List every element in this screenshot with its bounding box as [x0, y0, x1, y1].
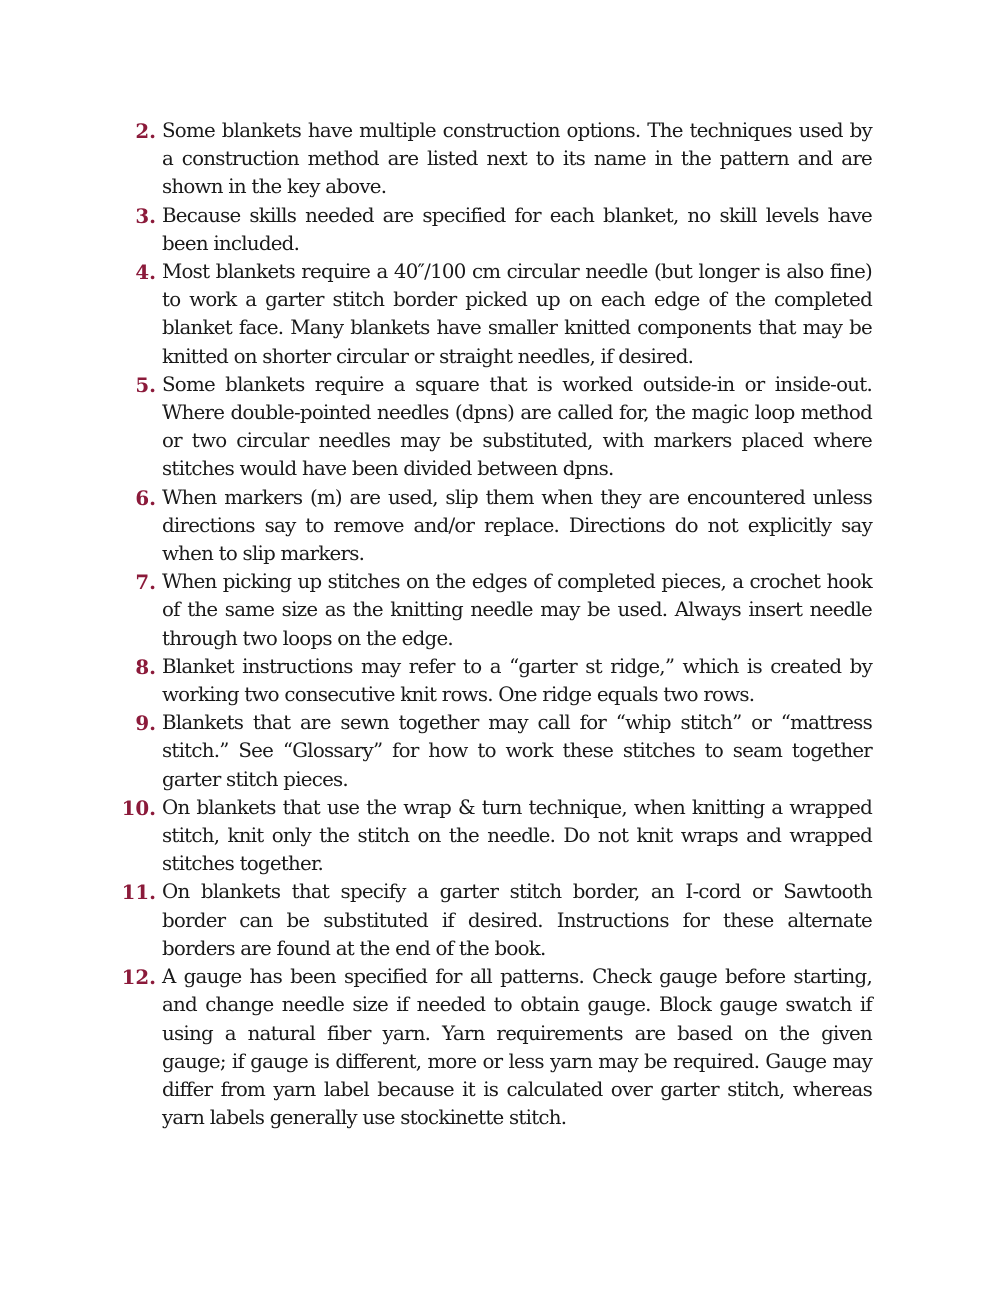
note-number: 11. [121, 880, 156, 905]
list-item [110, 117, 872, 202]
note-text: A gauge has been specified for all patterns. Check gauge before starting, and change needle size if needed to obtain gauge. Block gauge swatch if using a natural fiber yarn. Yarn requirements are based on the given gauge; if gauge is different, more or less yarn may be required. Gauge may differ from yarn label because it is calculated over garter stitch, whereas yarn labels generally use stockinette stitch. [162, 965, 872, 1130]
list-item [110, 484, 872, 569]
note-number: 7. [135, 570, 156, 595]
list-item [110, 202, 872, 258]
note-number: 8. [135, 654, 156, 679]
list-item [110, 963, 872, 1132]
note-number: 4. [135, 260, 156, 285]
list-item [110, 371, 872, 484]
note-text: Most blankets require a 40″/100 cm circular needle (but longer is also fine) to work a garter stitch border picked up on each edge of the completed blanket face. Many blankets have smaller knitted components that may be knitted on shorter circular or straight needles, if desired. [162, 260, 872, 368]
list-item [110, 709, 872, 794]
note-text: When picking up stitches on the edges of completed pieces, a crochet hook of the same size as the knitting needle may be used. Always insert needle through two loops on the edge. [162, 570, 872, 650]
note-text: Some blankets require a square that is worked outside-in or inside-out. Where double-pointed needles (dpns) are called for, the magic loop method or two circular needles may be substituted, with markers placed where stitches would have been divided between dpns. [162, 372, 872, 481]
note-number: 10. [121, 795, 156, 820]
note-text: Blankets that are sewn together may call for “whip stitch” or “mattress stitch.” See “Glossary” for how to work these stitches to seam together garter stitch pieces. [162, 711, 872, 791]
list-item [110, 878, 872, 963]
note-number: 5. [135, 372, 156, 397]
note-number: 2. [135, 119, 156, 143]
note-text: Blanket instructions may refer to a “garter st ridge,” which is created by working two consecutive knit rows. One ridge equals two rows. [162, 654, 872, 707]
note-number: 9. [135, 711, 156, 736]
note-text: When markers (m) are used, slip them when they are encountered unless directions say to remove and/or replace. Directions do not explicitly say when to slip markers. [162, 485, 872, 566]
note-number: 3. [135, 203, 156, 228]
list-item [110, 653, 872, 709]
note-text: On blankets that specify a garter stitch border, an I-cord or Sawtooth border can be substituted if desired. Instructions for these alternate borders are found at the end of the book. [162, 880, 872, 960]
list-item [110, 258, 872, 371]
list-item [110, 794, 872, 879]
notes-list [110, 117, 872, 1132]
list-item [110, 568, 872, 653]
note-text: On blankets that use the wrap & turn technique, when knitting a wrapped stitch, knit only the stitch on the needle. Do not knit wraps and wrapped stitches together. [162, 795, 872, 876]
note-text: Some blankets have multiple construction options. The techniques used by a construction method are listed next to its name in the pattern and are shown in the key above. [162, 119, 872, 199]
note-number: 6. [135, 485, 156, 510]
note-number: 12. [121, 965, 156, 990]
note-text: Because skills needed are specified for each blanket, no skill levels have been included. [162, 203, 872, 255]
